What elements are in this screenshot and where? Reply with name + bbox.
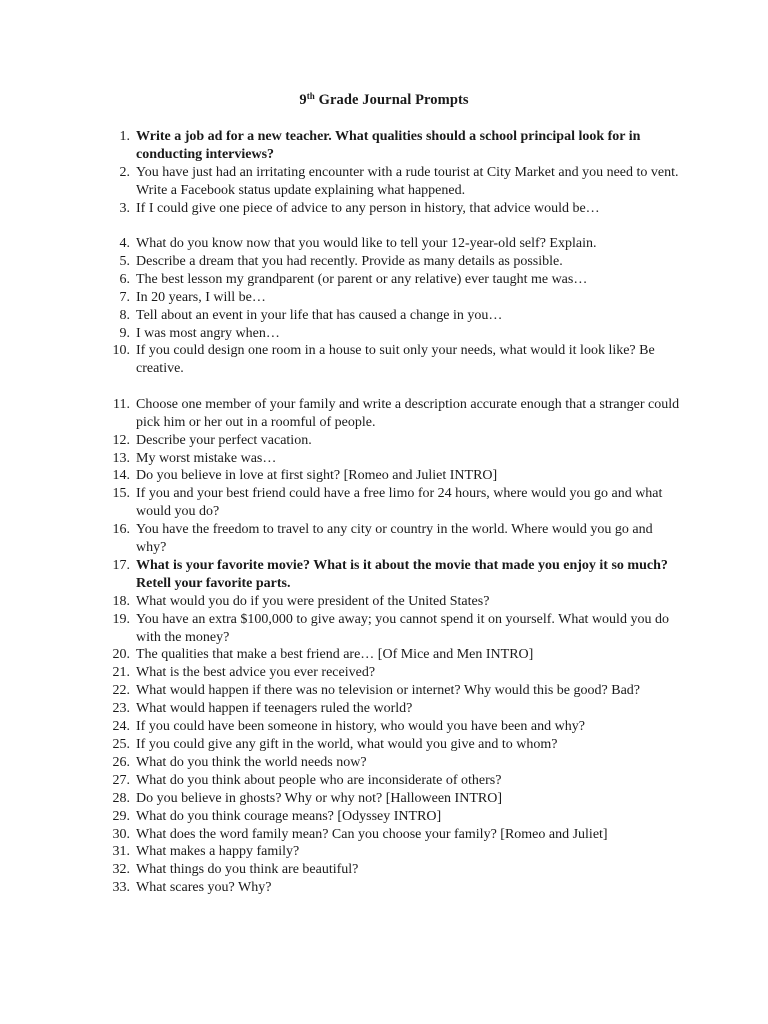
item-number: 31. [112, 844, 130, 860]
list-item [0, 253, 686, 271]
item-text: The best lesson my grandparent (or parent or any relative) ever taught me was… [136, 271, 588, 287]
item-text: You have an extra $100,000 to give away; you cannot spend it on yourself. What would you do with the money? [136, 611, 669, 645]
item-number: 24. [112, 719, 130, 735]
item-number: 17. [112, 557, 130, 573]
list-item [0, 772, 686, 790]
item-text: You have the freedom to travel to any city or country in the world. Where would you go and why? [136, 522, 653, 556]
title-grade-number: 9 [299, 92, 307, 108]
list-item [0, 521, 686, 557]
list-item [0, 432, 686, 450]
list-item [0, 450, 686, 468]
list-item [0, 736, 686, 754]
item-number: 19. [112, 611, 130, 627]
item-number: 15. [112, 486, 130, 502]
list-item [0, 700, 686, 718]
item-number: 18. [112, 593, 130, 609]
item-text: If you could design one room in a house to suit only your needs, what would it look like? Be creative. [136, 343, 655, 377]
list-item [0, 879, 686, 897]
list-item [0, 664, 686, 682]
list-item [0, 128, 686, 164]
list-item [0, 200, 686, 218]
item-text: The qualities that make a best friend are… [Of Mice and Men INTRO] [136, 647, 534, 663]
item-number: 4. [119, 236, 130, 252]
item-number: 1. [119, 129, 130, 144]
item-text: What do you think the world needs now? [136, 754, 367, 770]
item-number: 10. [112, 343, 130, 359]
item-number: 28. [112, 790, 130, 806]
item-number: 33. [112, 880, 130, 896]
item-number: 11. [113, 396, 130, 412]
item-number: 8. [119, 307, 130, 323]
list-item [0, 593, 686, 611]
item-text: Tell about an event in your life that has caused a change in you… [136, 307, 503, 323]
item-number: 25. [112, 737, 130, 752]
list-item [0, 718, 686, 736]
item-text: Do you believe in love at first sight? [Romeo and Juliet INTRO] [136, 468, 498, 484]
item-number: 21. [112, 665, 130, 681]
item-text: If you could give any gift in the world, what would you give and to whom? [136, 737, 558, 752]
item-text: Describe your perfect vacation. [136, 432, 312, 448]
item-text: In 20 years, I will be… [136, 289, 266, 305]
list-item [0, 843, 686, 861]
item-number: 22. [112, 683, 130, 699]
list-item [0, 396, 686, 432]
item-number: 9. [119, 325, 130, 341]
item-text: What do you know now that you would like to tell your 12-year-old self? Explain. [136, 236, 597, 252]
item-number: 29. [112, 808, 130, 824]
item-number: 3. [119, 200, 130, 216]
item-number: 23. [112, 701, 130, 717]
item-text: What makes a happy family? [136, 844, 300, 860]
page-title [0, 92, 768, 109]
item-text: What do you think courage means? [Odyssey INTRO] [136, 808, 442, 824]
list-item [0, 861, 686, 879]
item-number: 14. [112, 468, 130, 484]
item-number: 6. [119, 271, 130, 287]
list-item [0, 485, 686, 521]
item-number: 20. [112, 647, 130, 663]
item-number: 7. [119, 289, 130, 305]
item-number: 26. [112, 754, 130, 770]
item-text: My worst mistake was… [136, 450, 277, 466]
title-ordinal-suffix: th [306, 91, 315, 101]
list-item [0, 289, 686, 307]
item-text: Choose one member of your family and write a description accurate enough that a stranger could pick him or her out in a roomful of people. [136, 396, 680, 430]
item-text: If you and your best friend could have a free limo for 24 hours, where would you go and what would you do? [136, 486, 663, 520]
list-item [0, 682, 686, 700]
item-text: Do you believe in ghosts? Why or why not? [Halloween INTRO] [136, 790, 502, 806]
item-number: 5. [119, 253, 130, 269]
list-item [0, 611, 686, 647]
journal-prompt-list [0, 128, 768, 897]
item-number: 13. [112, 450, 130, 466]
list-item [0, 646, 686, 664]
item-text: Describe a dream that you had recently. Provide as many details as possible. [136, 253, 563, 269]
item-text: What do you think about people who are inconsiderate of others? [136, 772, 502, 788]
list-item [0, 826, 686, 844]
item-text: If I could give one piece of advice to any person in history, that advice would be… [136, 200, 600, 216]
list-item [0, 164, 686, 200]
item-text: What is the best advice you ever received? [136, 665, 376, 681]
item-number: 16. [112, 522, 130, 538]
list-item [0, 342, 686, 378]
list-item [0, 271, 686, 289]
item-text: If you could have been someone in history, who would you have been and why? [136, 719, 585, 735]
list-item [0, 307, 686, 325]
list-item [0, 808, 686, 826]
list-item [0, 325, 686, 343]
item-number: 12. [112, 432, 130, 448]
item-number: 30. [112, 826, 130, 842]
item-number: 32. [112, 862, 130, 878]
item-text: What would you do if you were president of the United States? [136, 593, 490, 609]
list-item [0, 557, 686, 593]
item-text: I was most angry when… [136, 325, 280, 341]
list-item [0, 235, 686, 253]
item-text: What would happen if there was no television or internet? Why would this be good? Bad? [136, 683, 640, 699]
list-item [0, 754, 686, 772]
item-number: 2. [119, 164, 130, 180]
item-text: You have just had an irritating encounter with a rude tourist at City Market and you need to vent. Write a Facebook status update explaining what happened. [136, 164, 679, 198]
item-text: What is your favorite movie? What is it about the movie that made you enjoy it so much? Retell your favorite parts. [136, 557, 668, 591]
item-text: What things do you think are beautiful? [136, 862, 359, 878]
item-number: 27. [112, 772, 130, 788]
item-text: What does the word family mean? Can you choose your family? [Romeo and Juliet] [136, 826, 608, 842]
list-item [0, 467, 686, 485]
title-text: Grade Journal Prompts [314, 92, 469, 108]
list-item [0, 790, 686, 808]
item-text: Write a job ad for a new teacher. What qualities should a school principal look for in conducting interviews? [136, 129, 641, 162]
item-text: What would happen if teenagers ruled the world? [136, 701, 413, 717]
item-text: What scares you? Why? [136, 880, 272, 896]
